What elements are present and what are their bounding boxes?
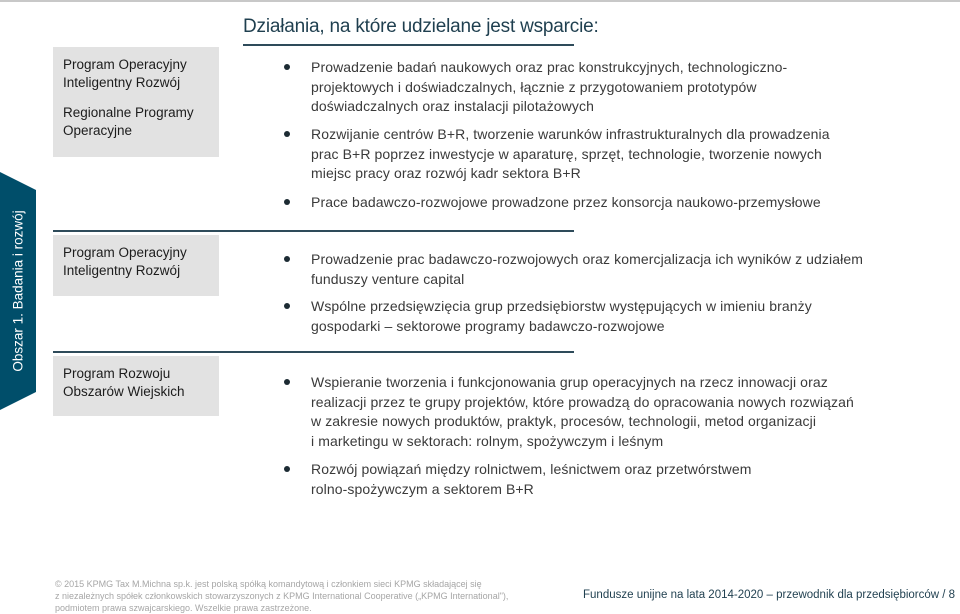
bullet-text: Wspieranie tworzenia i funkcjonowania grup operacyjnych na rzecz innowacji oraz realizacji przez te grupy projektów, które prowadzą do opracowania nowych rozwiązań w zakresie nowych produktów, praktyk, procesów, technologii, metod organizacji i marketingu w sektorach: rolnym, spożywczym i leśnym	[311, 374, 854, 449]
copyright-line: z niezależnych spółek członkowskich stowarzyszonych z KPMG International Cooperative („KPMG International"),	[55, 591, 509, 601]
program-name-line: Inteligentny Rozwój	[63, 75, 181, 90]
program-name-line: Inteligentny Rozwój	[63, 263, 181, 278]
program-name-line: Obszarów Wiejskich	[63, 384, 185, 399]
bullet-text: Prowadzenie prac badawczo-rozwojowych oraz komercjalizacja ich wyników z udziałem funduszy venture capital	[311, 251, 863, 287]
program-name-line: Operacyjne	[63, 123, 133, 138]
section-rule	[53, 351, 574, 353]
program-box	[53, 47, 219, 157]
heading-rule	[243, 44, 574, 46]
bullet-icon	[284, 256, 290, 262]
bullet-text: Wspólne przedsięwzięcia grup przedsiębiorstw występujących w imieniu branży gospodarki – sektorowe programy badawczo-rozwojowe	[311, 298, 812, 334]
program-name-line: Program Operacyjny	[63, 57, 187, 72]
program-box	[53, 235, 219, 296]
program-name-line: Regionalne Programy	[63, 105, 194, 120]
program-name-line: Program Rozwoju	[63, 366, 171, 381]
bullet-text: Prowadzenie badań naukowych oraz prac konstrukcyjnych, technologiczno- projektowych i doświadczalnych, łącznie z przygotowaniem prototypów doświadczalnych oraz instalacji pilotażowych	[311, 59, 788, 114]
copyright-line: © 2015 KPMG Tax M.Michna sp.k. jest polską spółką komandytową i członkiem sieci KPMG składającej się	[55, 579, 482, 589]
copyright-line: podmiotem prawa szwajcarskiego. Wszelkie prawa zastrzeżone.	[55, 603, 312, 613]
publication-footer: Fundusze unijne na lata 2014-2020 – przewodnik dla przedsiębiorców / 8	[583, 589, 956, 601]
copyright-notice	[55, 578, 525, 614]
bullet-text: Rozwijanie centrów B+R, tworzenie warunków infrastrukturalnych dla prowadzenia prac B+R poprzez inwestycje w aparaturę, sprzęt, technologie, tworzenie nowych miejsc pracy oraz rozwój kadr sektora B+R	[311, 126, 830, 181]
bullet-icon	[284, 466, 290, 472]
bullet-text: Rozwój powiązań między rolnictwem, leśnictwem oraz przetwórstwem rolno-spożywczym a sektorem B+R	[311, 461, 752, 497]
bullet-icon	[284, 199, 290, 205]
bullet-icon	[284, 303, 290, 309]
side-tab-label: Obszar 1. Badania i rozwój	[10, 210, 26, 372]
program-box	[53, 356, 219, 416]
bullet-icon	[284, 64, 290, 70]
section-rule	[53, 230, 574, 232]
bullet-icon	[284, 131, 290, 137]
program-name-line: Program Operacyjny	[63, 245, 187, 260]
bullet-text: Prace badawczo-rozwojowe prowadzone przez konsorcja naukowo-przemysłowe	[311, 194, 821, 210]
page-heading: Działania, na które udzielane jest wsparcie:	[243, 16, 599, 37]
top-rule	[0, 0, 960, 2]
bullet-icon	[284, 379, 290, 385]
